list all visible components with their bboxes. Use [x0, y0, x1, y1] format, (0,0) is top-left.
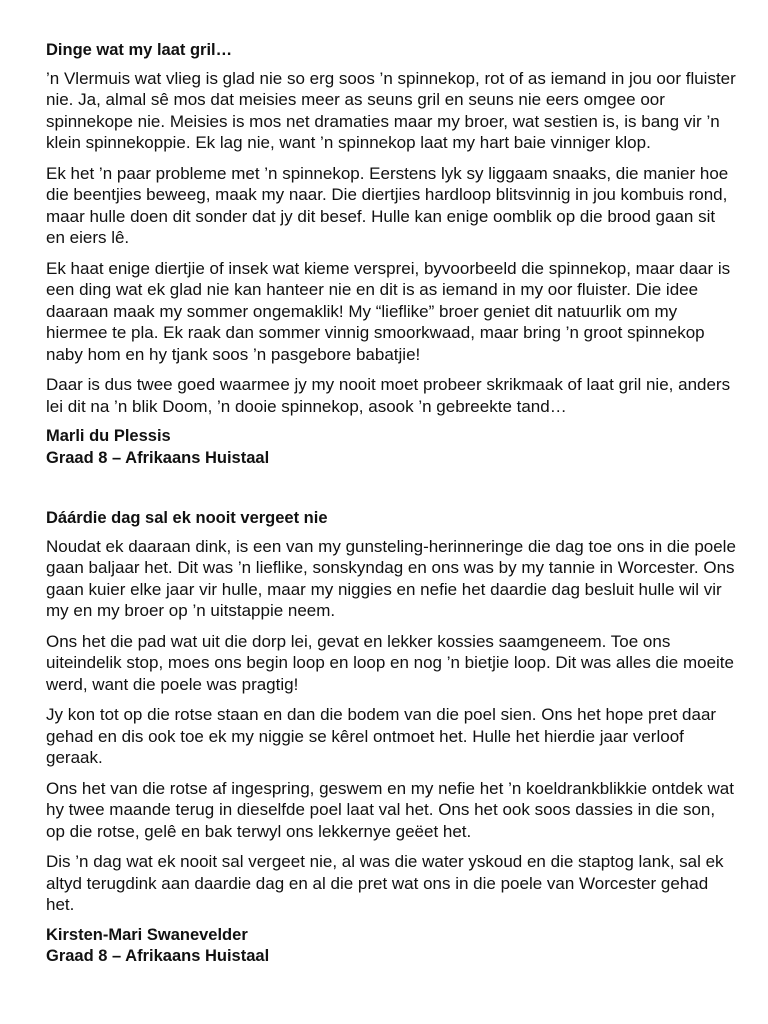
- essay-paragraph: Ek het ’n paar probleme met ’n spinnekop. Eerstens lyk sy liggaam snaaks, die manier hoe die beentjies beweeg, maak my naar. Die diertjies hardloop blitsvinnig in jou kombuis rond, maar hulle doen dit sonder dat jy dit besef. Hulle kan enige oomblik op die brood gaan sit en eiers lê.: [46, 163, 729, 247]
- essay-2: [46, 508, 736, 968]
- essay-paragraph: ’n Vlermuis wat vlieg is glad nie so erg soos ’n spinnekop, rot of as iemand in jou oor fluister nie. Ja, almal sê mos dat meisies meer as seuns gril en seuns nie eers omgee oor spinnekope nie. Meisies is mos net dramaties maar my broer, wat sestien is, is bang vir ’n klein spinnekoppie. Ek lag nie, want ’n spinnekop laat my hart baie vinniger klop.: [46, 68, 736, 152]
- essay-title: Dáárdie dag sal ek nooit vergeet nie: [46, 509, 328, 527]
- author-name: Marli du Plessis: [46, 427, 171, 445]
- essay-paragraph: Daar is dus twee goed waarmee jy my nooit moet probeer skrikmaak of laat gril nie, anders lei dit na ’n blik Doom, ’n dooie spinnekop, asook ’n gebreekte tand…: [46, 375, 731, 416]
- essay-paragraph: Ek haat enige diertjie of insek wat kieme versprei, byvoorbeeld die spinnekop, maar daar is een ding wat ek glad nie kan hanteer nie en dit is as iemand in my oor fluister. Die idee daaraan maak my sommer ongemaklik! My “lieflike” broer geniet dit natuurlik om my hiermee te pla. Ek raak dan sommer vinnig smoorkwaad, maar bring ’n groot spinnekop naby hom en hy tjank soos ’n pasgebore babatjie!: [46, 258, 731, 364]
- section-spacer: [46, 469, 736, 508]
- document-page: [46, 40, 736, 968]
- essay-paragraph: Ons het die pad wat uit die dorp lei, gevat en lekker kossies saamgeneem. Toe ons uiteindelik stop, moes ons begin loop en loop en nog ’n bietjie loop. Dit was alles die moeite werd, want die poele was pragtig!: [46, 631, 734, 694]
- essay-paragraph: Noudat ek daaraan dink, is een van my gunsteling-herinneringe die dag toe ons in die poele gaan baljaar het. Dit was ’n lieflike, sonskyndag en ons was by my tannie in Worcester. Ons gaan kuier elke jaar vir hulle, maar my niggies en nefie het daardie dag besluit hulle wil vir my en my broer op ’n uitstappie neem.: [46, 536, 736, 620]
- essay-paragraph: Jy kon tot op die rotse staan en dan die bodem van die poel sien. Ons het hope pret daar gehad en dis ook toe ek my niggie se kêrel ontmoet het. Hulle het hierdie jaar verloof geraak.: [46, 705, 717, 767]
- essay-1: [46, 40, 736, 469]
- essay-paragraph: Dis ’n dag wat ek nooit sal vergeet nie, al was die water yskoud en die staptog lank, sal ek altyd terugdink aan daardie dag en al die pret wat ons in die poele van Worcester gehad het.: [46, 852, 724, 914]
- essay-paragraph: Ons het van die rotse af ingespring, geswem en my nefie het ’n koeldrankblikkie ontdek wat hy twee maande terug in dieselfde poel laat val het. Ons het ook soos dassies in die son, op die rotse, gelê en bak terwyl ons lekkernye geëet het.: [46, 778, 734, 841]
- author-grade: Graad 8 – Afrikaans Huistaal: [46, 947, 270, 965]
- author-name: Kirsten-Mari Swanevelder: [46, 925, 248, 944]
- author-grade: Graad 8 – Afrikaans Huistaal: [46, 448, 270, 467]
- essay-title: Dinge wat my laat gril…: [46, 41, 233, 59]
